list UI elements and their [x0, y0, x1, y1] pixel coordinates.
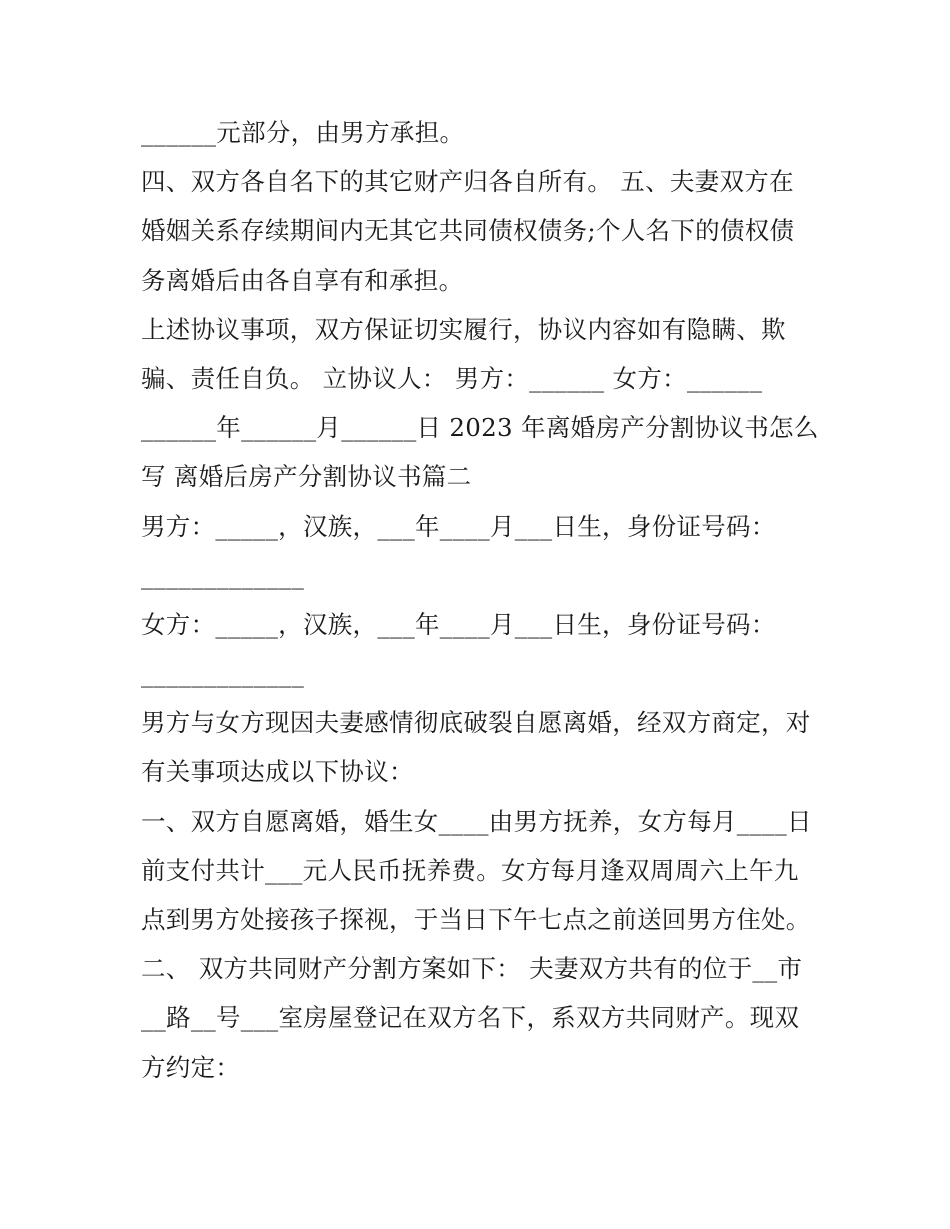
- text-line-19: __路__号___室房屋登记在双方名下，系双方共同财产。现双: [141, 1003, 800, 1033]
- text-line-14: 有关事项达成以下协议：: [141, 757, 414, 787]
- text-line-18: 二、 双方共同财产分割方案如下： 夫妻双方共有的位于__市: [141, 954, 803, 984]
- text-line-7: ______年______月______日 2023 年离婚房产分割协议书怎么: [141, 413, 819, 443]
- text-line-12: _____________: [141, 659, 305, 689]
- text-line-17: 点到男方处接孩子探视，于当日下午七点之前送回男方住处。: [141, 905, 811, 934]
- text-line-4: 务离婚后由各自享有和承担。: [141, 265, 464, 295]
- text-line-2: 四、双方各自名下的其它财产归各自所有。 五、夫妻双方在: [141, 167, 794, 197]
- text-line-15: 一、双方自愿离婚，婚生女____由男方抚养，女方每月____日: [141, 806, 812, 836]
- document-page: [141, 108, 821, 1092]
- text-line-11: 女方：_____，汉族，___年____月___日生，身份证号码：: [141, 609, 776, 639]
- text-line-5: 上述协议事项，双方保证切实履行，协议内容如有隐瞒、欺: [141, 314, 786, 344]
- text-line-13: 男方与女方现因夫妻感情彻底破裂自愿离婚，经双方商定，对: [141, 708, 811, 738]
- text-line-8: 写 离婚后房产分割协议书篇二: [141, 462, 472, 492]
- text-line-16: 前支付共计___元人民币抚养费。女方每月逢双周周六上午九: [141, 855, 799, 885]
- text-line-9: 男方：_____，汉族，___年____月___日生，身份证号码：: [141, 511, 776, 541]
- text-line-3: 婚姻关系存续期间内无其它共同债权债务;个人名下的债权债: [141, 216, 795, 246]
- text-line-1: ______元部分，由男方承担。: [141, 118, 465, 147]
- text-line-20: 方约定：: [141, 1052, 241, 1082]
- text-line-6: 骗、责任自负。 立协议人： 男方：______ 女方：______: [141, 363, 763, 393]
- text-line-10: _____________: [141, 560, 305, 590]
